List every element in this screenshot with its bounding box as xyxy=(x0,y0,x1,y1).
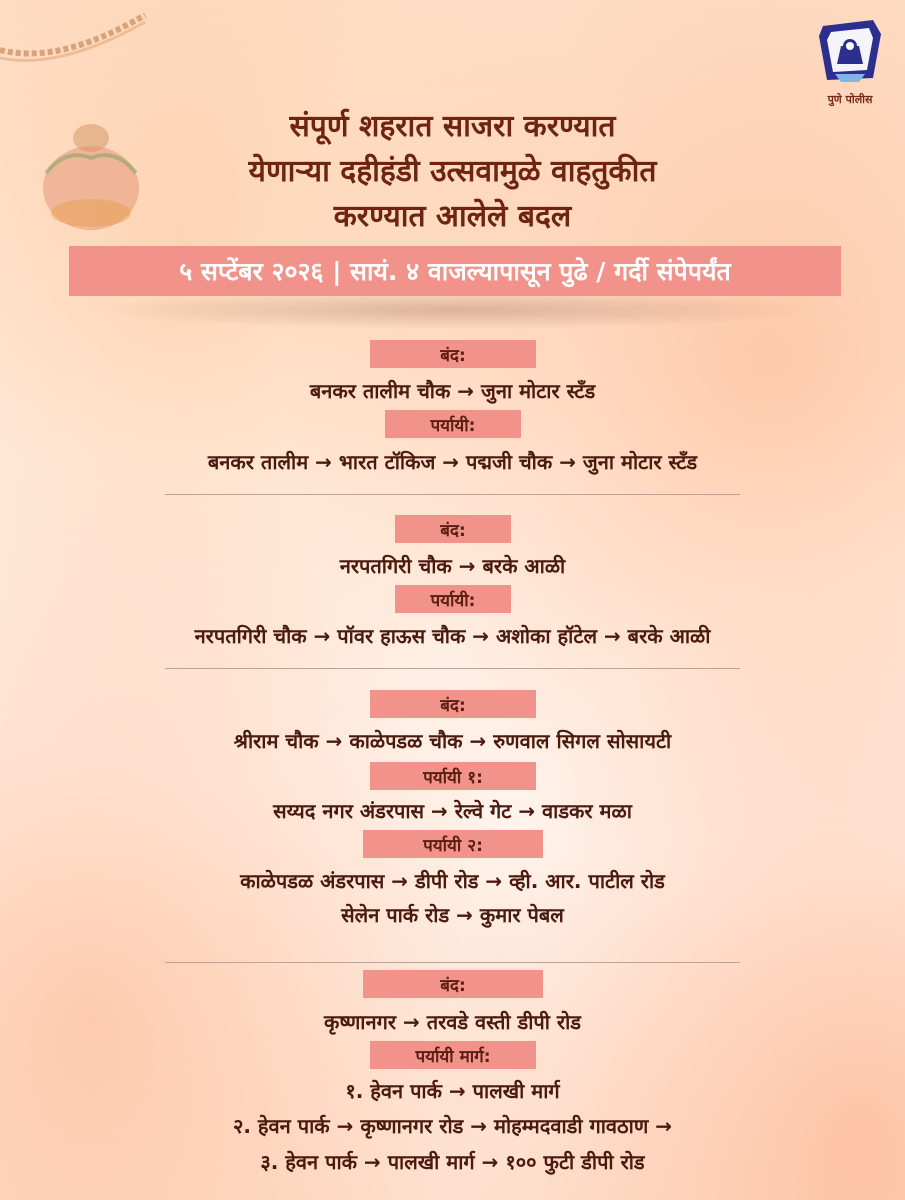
closed-label: बंद: xyxy=(370,340,536,368)
alternate-routes-label: पर्यायी मार्ग: xyxy=(370,1041,536,1069)
section-divider xyxy=(165,668,740,669)
closed-route: श्रीराम चौक → काळेपडळ चौक → रुणवाल सिगल सोसायटी xyxy=(233,729,672,753)
pune-police-logo xyxy=(812,16,888,107)
title-line-2: येणाऱ्या दहीहंडी उत्सवामुळे वाहतुकीत xyxy=(248,154,657,189)
police-emblem-icon xyxy=(815,16,885,86)
title-line-3: करण्यात आलेले बदल xyxy=(333,199,572,234)
closed-label: बंद: xyxy=(395,515,511,543)
closed-route: नरपतगिरी चौक → बरके आळी xyxy=(339,554,566,578)
alternate-2-route-line-2: सेलेन पार्क रोड → कुमार पेबल xyxy=(341,903,564,927)
alternate-label: पर्यायी: xyxy=(385,410,521,438)
alternate-1-route: सय्यद नगर अंडरपास → रेल्वे गेट → वाडकर मळा xyxy=(273,799,632,823)
alternate-route-2: २. हेवन पार्क → कृष्णानगर रोड → मोहम्मदवाडी गावठाण → xyxy=(232,1114,673,1138)
section-divider xyxy=(165,494,740,495)
title-line-1: संपूर्ण शहरात साजरा करण्यात xyxy=(289,109,616,144)
closed-label: बंद: xyxy=(370,690,536,718)
page-title xyxy=(120,104,785,239)
section-divider xyxy=(165,962,740,963)
alternate-label: पर्यायी: xyxy=(395,585,511,613)
alternate-2-route-line-1: काळेपडळ अंडरपास → डीपी रोड → व्ही. आर. पाटील रोड xyxy=(240,869,665,893)
date-time-banner: ५ सप्टेंबर २०२६ | सायं. ४ वाजल्यापासून पुढे / गर्दी संपेपर्यंत xyxy=(69,246,841,296)
alternate-route: बनकर तालीम → भारत टॉकिज → पद्मजी चौक → जुना मोटार स्टँड xyxy=(207,450,698,474)
alternate-route-1: १. हेवन पार्क → पालखी मार्ग xyxy=(345,1079,560,1103)
closed-route: बनकर तालीम चौक → जुना मोटार स्टँड xyxy=(309,379,596,403)
closed-route: कृष्णानगर → तरवडे वस्ती डीपी रोड xyxy=(324,1010,581,1034)
alternate-1-label: पर्यायी १: xyxy=(370,762,536,790)
closed-label: बंद: xyxy=(363,970,543,998)
alternate-route-3: ३. हेवन पार्क → पालखी मार्ग → १०० फुटी डीपी रोड xyxy=(260,1150,645,1174)
alternate-2-label: पर्यायी २: xyxy=(363,830,543,858)
banner-shadow xyxy=(90,290,820,330)
alternate-route: नरपतगिरी चौक → पॉवर हाऊस चौक → अशोका हॉटेल → बरके आळी xyxy=(194,624,711,648)
logo-label: पुणे पोलीस xyxy=(827,93,873,106)
marigold-garland-decoration xyxy=(0,10,150,70)
